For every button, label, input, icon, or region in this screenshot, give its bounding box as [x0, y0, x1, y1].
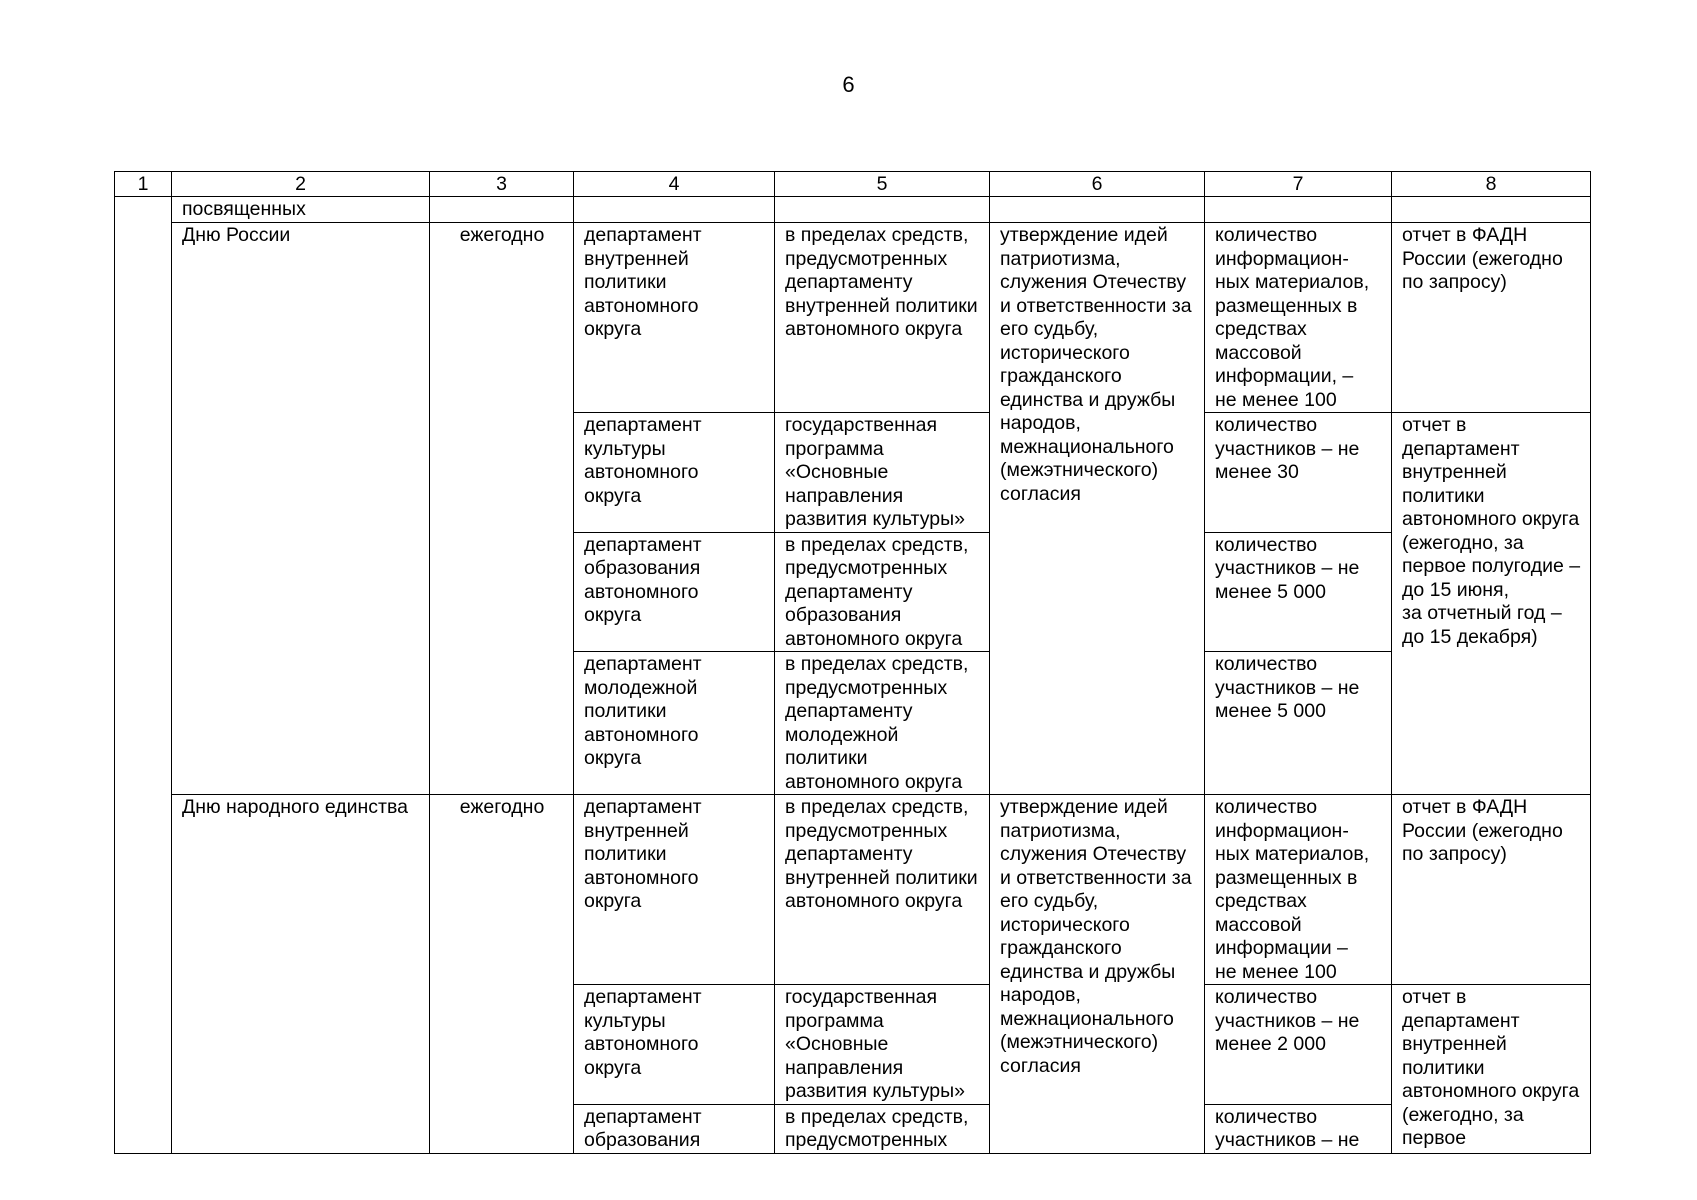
table-row — [115, 223, 1591, 413]
page-number: 6 — [842, 72, 855, 97]
plan-table — [114, 171, 1591, 1154]
executor-cell: департамент образования автономного округа — [574, 532, 775, 652]
funding-cell: государственная программа «Основные направления развития культуры» — [775, 985, 990, 1105]
indicator-cell — [1205, 197, 1392, 223]
report-cell: отчет в департамент внутренней политики автономного округа (ежегодно, за первое полугодие – до 15 июня, за отчетный год – до 15 декабря) — [1392, 413, 1591, 795]
indicator-cell: количество информацион-ных материалов, размещенных в средствах массовой информации, – не менее 100 — [1205, 223, 1392, 413]
column-number: 1 — [115, 172, 172, 197]
column-number: 2 — [172, 172, 430, 197]
funding-cell: в пределах средств, предусмотренных департаменту молодежной политики автономного округа — [775, 652, 990, 795]
executor-cell: департамент внутренней политики автономного округа — [574, 223, 775, 413]
table-row — [115, 795, 1591, 985]
indicator-cell: количество участников – не менее 30 — [1205, 413, 1392, 533]
executor-cell: департамент образования — [574, 1104, 775, 1153]
funding-cell: государственная программа «Основные направления развития культуры» — [775, 413, 990, 533]
executor-cell: департамент молодежной политики автономного округа — [574, 652, 775, 795]
funding-cell: в пределах средств, предусмотренных — [775, 1104, 990, 1153]
item-number-cell — [115, 197, 172, 1154]
report-cell: отчет в департамент внутренней политики автономного округа (ежегодно, за первое — [1392, 985, 1591, 1154]
column-number: 4 — [574, 172, 775, 197]
column-number: 3 — [430, 172, 574, 197]
event-name-cell: Дню народного единства — [172, 795, 430, 1154]
executor-cell — [574, 197, 775, 223]
column-number: 6 — [990, 172, 1205, 197]
event-name-cell: посвященных — [172, 197, 430, 223]
column-number: 7 — [1205, 172, 1392, 197]
column-number: 5 — [775, 172, 990, 197]
funding-cell: в пределах средств, предусмотренных департаменту внутренней политики автономного округа — [775, 223, 990, 413]
executor-cell: департамент культуры автономного округа — [574, 413, 775, 533]
goal-cell: утверждение идей патриотизма, служения Отечеству и ответственности за его судьбу, исторического гражданского единства и дружбы народов, межнационального (межэтнического) согласия — [990, 795, 1205, 1154]
period-cell — [430, 197, 574, 223]
report-cell: отчет в ФАДН России (ежегодно по запросу) — [1392, 223, 1591, 413]
period-cell: ежегодно — [430, 223, 574, 795]
column-number-row — [115, 172, 1591, 197]
event-name-cell: Дню России — [172, 223, 430, 795]
indicator-cell: количество участников – не — [1205, 1104, 1392, 1153]
indicator-cell: количество участников – не менее 2 000 — [1205, 985, 1392, 1105]
indicator-cell: количество участников – не менее 5 000 — [1205, 652, 1392, 795]
funding-cell: в пределах средств, предусмотренных департаменту внутренней политики автономного округа — [775, 795, 990, 985]
goal-cell: утверждение идей патриотизма, служения Отечеству и ответственности за его судьбу, исторического гражданского единства и дружбы народов, межнационального (межэтнического) согласия — [990, 223, 1205, 795]
funding-cell — [775, 197, 990, 223]
indicator-cell: количество информацион-ных материалов, размещенных в средствах массовой информации – не менее 100 — [1205, 795, 1392, 985]
period-cell: ежегодно — [430, 795, 574, 1154]
funding-cell: в пределах средств, предусмотренных департаменту образования автономного округа — [775, 532, 990, 652]
column-number: 8 — [1392, 172, 1591, 197]
table-row — [115, 197, 1591, 223]
report-cell: отчет в ФАДН России (ежегодно по запросу) — [1392, 795, 1591, 985]
executor-cell: департамент внутренней политики автономного округа — [574, 795, 775, 985]
indicator-cell: количество участников – не менее 5 000 — [1205, 532, 1392, 652]
report-cell — [1392, 197, 1591, 223]
goal-cell — [990, 197, 1205, 223]
executor-cell: департамент культуры автономного округа — [574, 985, 775, 1105]
